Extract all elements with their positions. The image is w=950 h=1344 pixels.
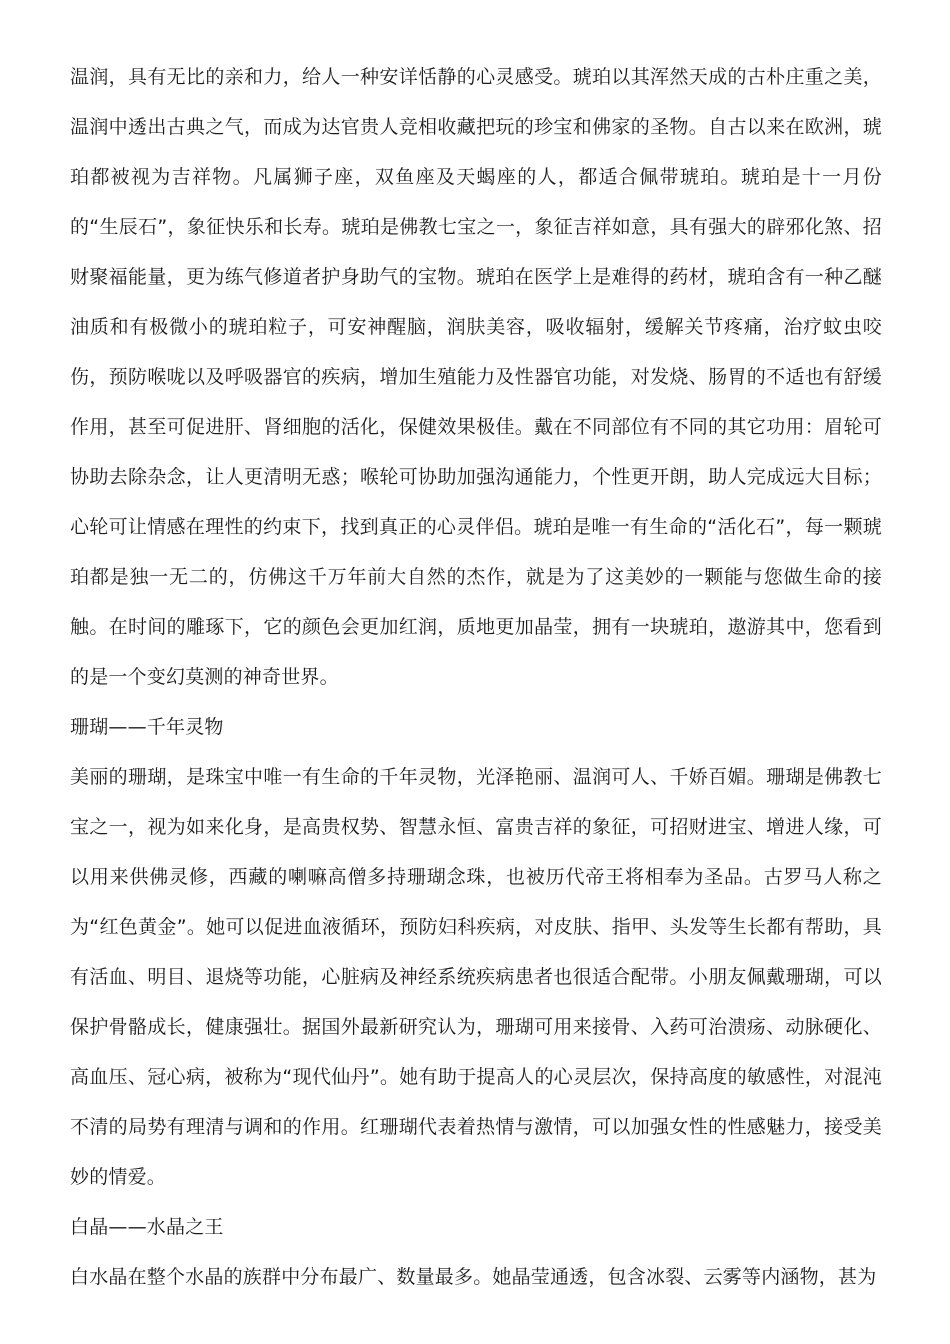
coral-section-heading: 珊瑚——千年灵物: [70, 716, 224, 738]
crystal-section-heading: 白晶——水晶之王: [70, 1216, 224, 1238]
document-page: [70, 52, 882, 1302]
crystal-paragraph: 白水晶在整个水晶的族群中分布最广、数量最多。她晶莹通透，包含冰裂、云雾等内涵物，甚为: [70, 1266, 877, 1288]
coral-paragraph: 美丽的珊瑚，是珠宝中唯一有生命的千年灵物，光泽艳丽、温润可人、千娇百媚。珊瑚是佛教七宝之一，视为如来化身，是高贵权势、智慧永恒、富贵吉祥的象征，可招财进宝、增进人缘，可以用来供佛灵修，西藏的喇嘛高僧多持珊瑚念珠，也被历代帝王将相奉为圣品。古罗马人称之为“红色黄金”。她可以促进血液循环，预防妇科疾病，对皮肤、指甲、头发等生长都有帮助，具有活血、明目、退烧等功能，心脏病及神经系统疾病患者也很适合配带。小朋友佩戴珊瑚，可以保护骨骼成长，健康强壮。据国外最新研究认为，珊瑚可用来接骨、入药可治溃疡、动脉硬化、高血压、冠心病，被称为“现代仙丹”。她有助于提高人的心灵层次，保持高度的敏感性，对混沌不清的局势有理清与调和的作用。红珊瑚代表着热情与激情，可以加强女性的性感魅力，接受美妙的情爱。: [70, 766, 882, 1188]
amber-paragraph: 温润，具有无比的亲和力，给人一种安详恬静的心灵感受。琥珀以其浑然天成的古朴庄重之美，温润中透出古典之气，而成为达官贵人竞相收藏把玩的珍宝和佛家的圣物。自古以来在欧洲，琥珀都被视为吉祥物。凡属狮子座，双鱼座及天蝎座的人，都适合佩带琥珀。琥珀是十一月份的“生辰石”，象征快乐和长寿。琥珀是佛教七宝之一，象征吉祥如意，具有强大的辟邪化煞、招财聚福能量，更为练气修道者护身助气的宝物。琥珀在医学上是难得的药材，琥珀含有一种乙醚油质和有极微小的琥珀粒子，可安神醒脑，润肤美容，吸收辐射，缓解关节疼痛，治疗蚊虫咬伤，预防喉咙以及呼吸器官的疾病，增加生殖能力及性器官功能，对发烧、肠胃的不适也有舒缓作用，甚至可促进肝、肾细胞的活化，保健效果极佳。戴在不同部位有不同的其它功用：眉轮可协助去除杂念，让人更清明无惑；喉轮可协助加强沟通能力，个性更开朗，助人完成远大目标；心轮可让情感在理性的约束下，找到真正的心灵伴侣。琥珀是唯一有生命的“活化石”，每一颗琥珀都是独一无二的，仿佛这千万年前大自然的杰作，就是为了这美妙的一颗能与您做生命的接触。在时间的雕琢下，它的颜色会更加红润，质地更加晶莹，拥有一块琥珀，遨游其中，您看到的是一个变幻莫测的神奇世界。: [70, 66, 882, 688]
